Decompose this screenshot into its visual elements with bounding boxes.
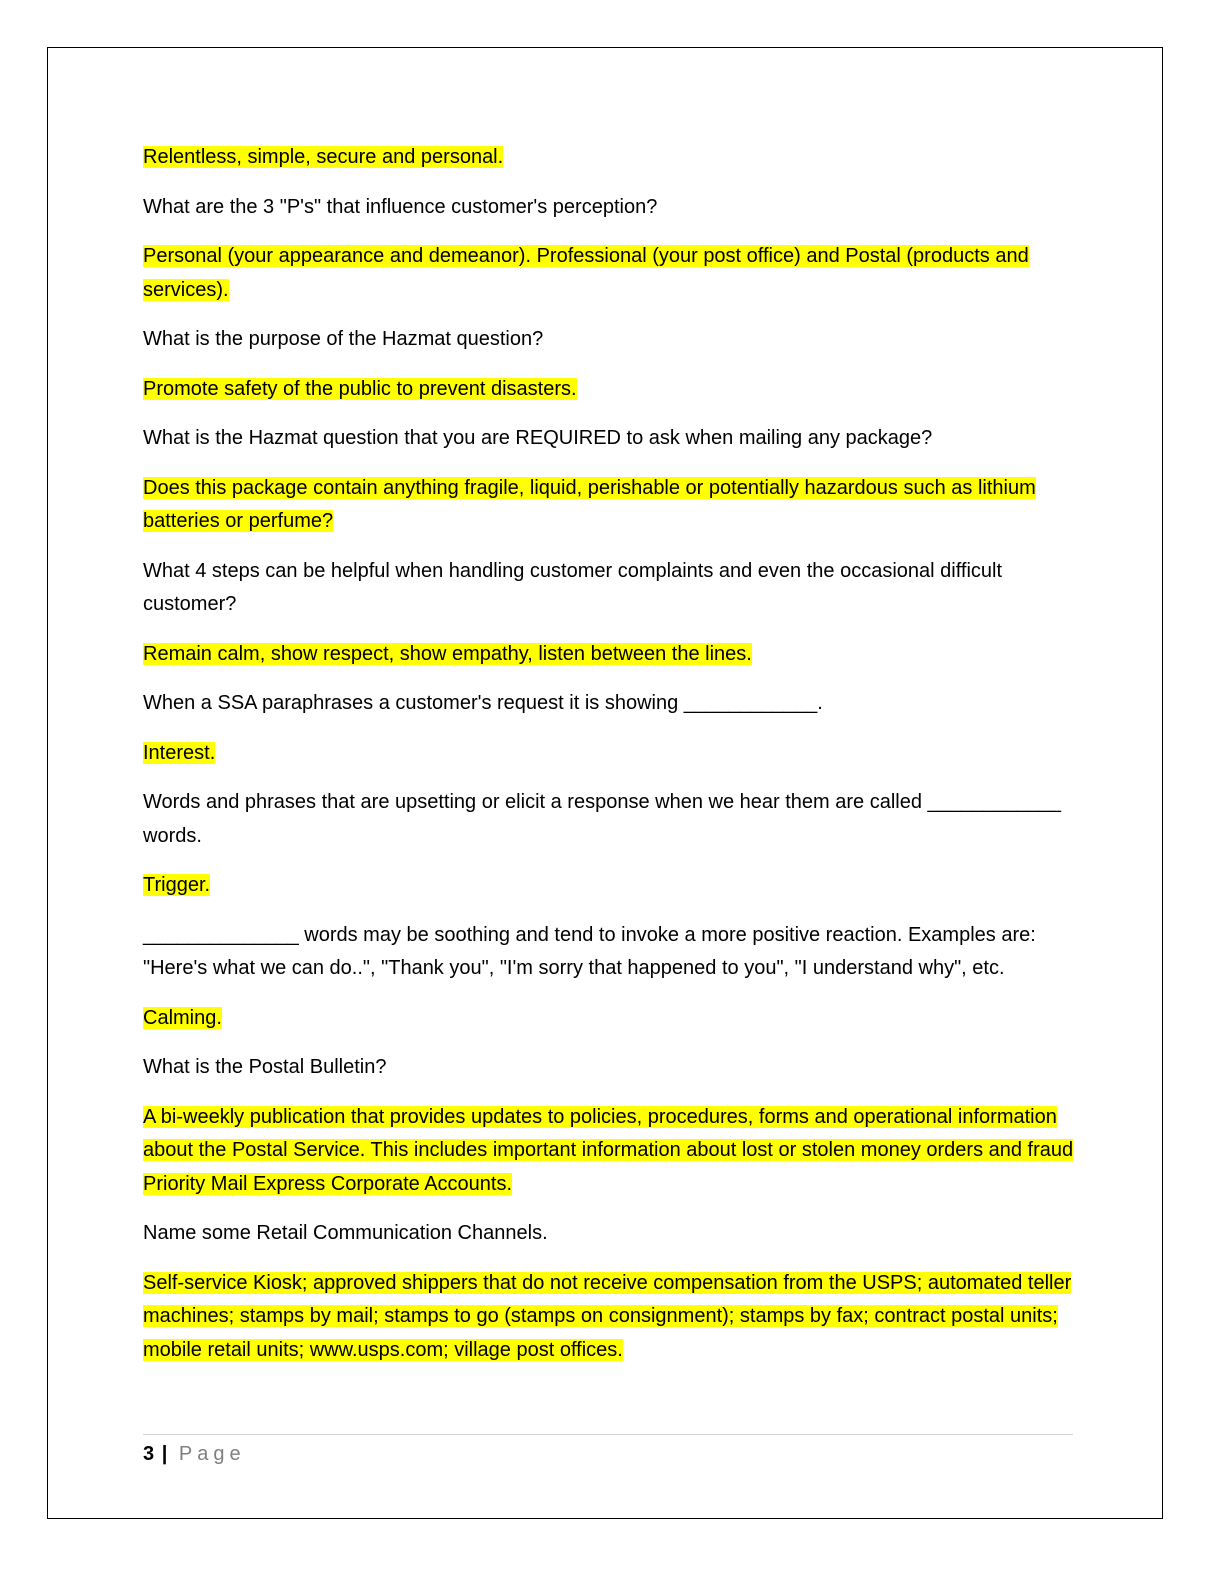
page-number: 3 [143,1443,155,1465]
highlighted-answer: Self-service Kiosk; approved shippers that do not receive compensation from the USPS; automated teller machines; stamps by mail; stamps to go (stamps on consignment); stamps by fax; contract postal units; mobile retail units; www.usps.com; village post offices. [143,1271,1072,1361]
question-paragraph: What is the Hazmat question that you are REQUIRED to ask when mailing any package? [143,427,933,449]
question-paragraph: What are the 3 "P's" that influence customer's perception? [143,195,658,218]
question-paragraph: Name some Retail Communication Channels. [143,1222,548,1244]
question-paragraph: When a SSA paraphrases a customer's request it is showing ____________. [143,692,823,714]
question-paragraph: ______________ words may be soothing and tend to invoke a more positive reaction. Examples are: "Here's what we can do..", "Thank you", "I'm sorry that happened to you", "I understand why", etc. [143,923,1036,979]
footer-divider [143,1434,1073,1435]
question-paragraph: What is the Postal Bulletin? [143,1056,387,1078]
answer-paragraph [143,141,1078,175]
answer-paragraph [143,1002,1078,1036]
answer-paragraph [143,472,1078,539]
question-paragraph: What is the purpose of the Hazmat question? [143,328,544,350]
highlighted-answer: A bi-weekly publication that provides updates to policies, procedures, forms and operational information about the Postal Service. This includes important information about lost or stolen money orders and fraud Priority Mail Express Corporate Accounts. [143,1105,1074,1195]
highlighted-answer: Remain calm, show respect, show empathy, listen between the lines. [143,642,752,665]
document-body [143,141,1078,1383]
highlighted-answer: Does this package contain anything fragile, liquid, perishable or potentially hazardous such as lithium batteries or perfume? [143,476,1036,532]
answer-paragraph [143,1267,1078,1368]
highlighted-answer: Calming. [143,1006,222,1029]
answer-paragraph [143,638,1078,672]
highlighted-answer: Interest. [143,741,216,764]
answer-paragraph [143,869,1078,903]
footer-separator: | [161,1443,168,1465]
answer-paragraph [143,240,1078,307]
highlighted-answer: Promote safety of the public to prevent disasters. [143,377,577,400]
answer-paragraph [143,1101,1078,1202]
page-footer [143,1440,246,1468]
highlighted-answer: Personal (your appearance and demeanor). Professional (your post office) and Postal (products and services). [143,245,1029,301]
question-paragraph: Words and phrases that are upsetting or elicit a response when we hear them are called ____________ words. [143,791,1061,847]
answer-paragraph [143,373,1078,407]
highlighted-answer: Relentless, simple, secure and personal. [143,146,504,168]
highlighted-answer: Trigger. [143,874,211,896]
answer-paragraph [143,737,1078,771]
page-label: Page [178,1443,246,1465]
question-paragraph: What 4 steps can be helpful when handling customer complaints and even the occasional difficult customer? [143,559,1003,615]
